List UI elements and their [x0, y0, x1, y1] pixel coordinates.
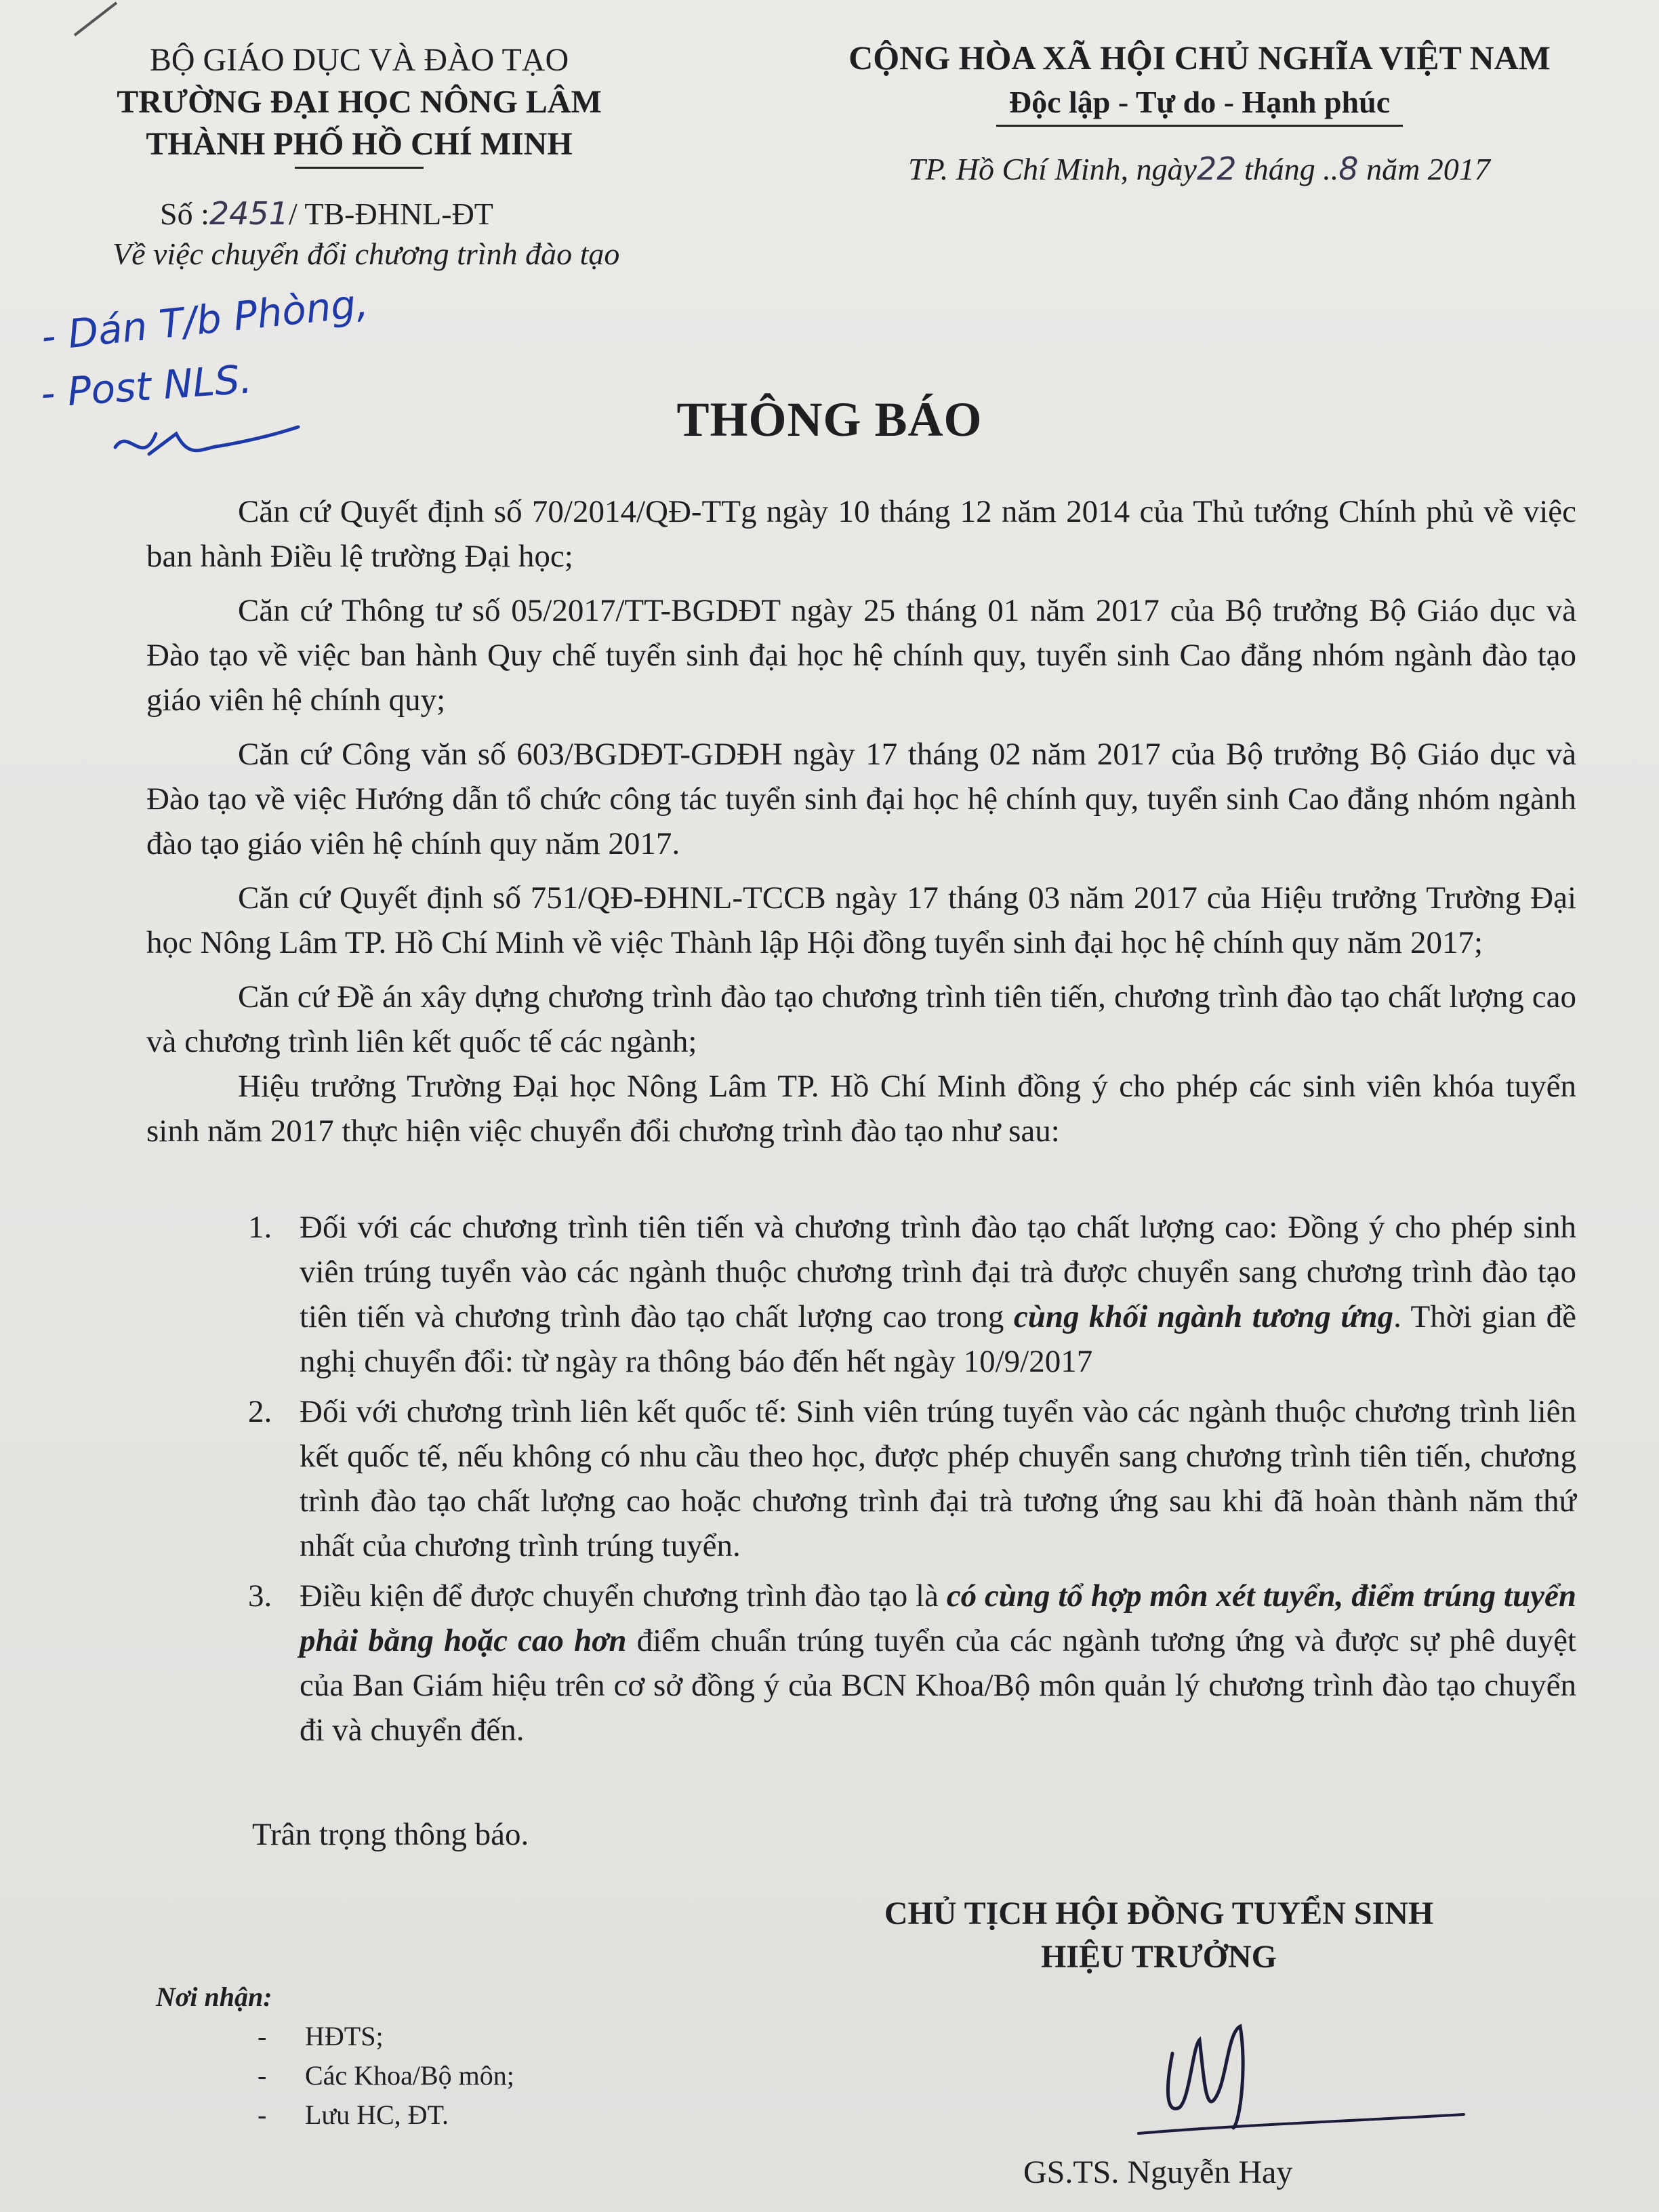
- conversion-rules-list: [248, 1205, 1576, 1758]
- date-month-label: tháng: [1244, 152, 1315, 186]
- list-item-number: 2.: [248, 1394, 272, 1429]
- date-month: 8: [1338, 150, 1359, 187]
- ministry-name: BỘ GIÁO DỤC VÀ ĐÀO TẠO: [149, 42, 569, 78]
- list-item-text: Đối với các chương trình tiên tiến và chương trình đào tạo chất lượng cao: Đồng ý cho phép sinh viên trúng tuyển vào các ngành thuộc chương trình đại trà được chuyển sang chương trình đào tạo tiên tiến và chương trình đào tạo chất lượng cao trong: [300, 1210, 1576, 1334]
- list-item-text: Điều kiện để được chuyển chương trình đào tạo là: [300, 1578, 947, 1614]
- list-item-text-cont: điểm chuẩn trúng tuyển của các ngành tương ứng và được sự phê duyệt của Ban Giám hiệu trên cơ sở đồng ý của BCN Khoa/Bộ môn quản lý chương trình đào tạo chuyển đi và chuyển đến.: [300, 1623, 1576, 1748]
- corner-pen-mark: [68, 0, 122, 41]
- list-item-emphasis: có cùng tổ hợp môn xét tuyển, điểm trúng tuyển phải bằng hoặc cao hơn: [300, 1578, 1576, 1658]
- paragraph-2: Căn cứ Thông tư số 05/2017/TT-BGDĐT ngày 25 tháng 01 năm 2017 của Bộ trưởng Bộ Giáo dục và Đào tạo về việc ban hành Quy chế tuyển sinh đại học hệ chính quy, tuyển sinh Cao đẳng nhóm ngành đào tạo giáo viên hệ chính quy;: [146, 593, 1576, 718]
- signatory-title: [786, 1892, 1532, 1979]
- date-year-label: năm: [1366, 152, 1420, 186]
- national-header: [800, 35, 1599, 127]
- country-name: CỘNG HÒA XÃ HỘI CHỦ NGHĨA VIỆT NAM: [848, 39, 1551, 77]
- national-motto: Độc lập - Tự do - Hạnh phúc: [1008, 85, 1391, 119]
- notice-body: [146, 489, 1576, 1153]
- signatory-title-line1: CHỦ TỊCH HỘI ĐỒNG TUYỂN SINH: [884, 1896, 1434, 1931]
- list-item: [248, 1205, 1576, 1384]
- signatory-title-line2: HIỆU TRƯỞNG: [1040, 1939, 1277, 1975]
- paragraph-6: Hiệu trưởng Trường Đại học Nông Lâm TP. Hồ Chí Minh đồng ý cho phép các sinh viên khóa tuyển sinh năm 2017 thực hiện việc chuyển đổi chương trình đào tạo như sau:: [146, 1069, 1576, 1149]
- handwritten-signature: [1125, 2006, 1477, 2142]
- motto-underline: [996, 125, 1403, 127]
- date-line: TP. Hồ Chí Minh, ngày22 tháng ..8 năm 2017: [908, 150, 1490, 187]
- list-item-number: 3.: [248, 1578, 272, 1614]
- handwritten-note-line1: - Dán T/b Phòng,: [39, 279, 371, 361]
- university-name: TRƯỜNG ĐẠI HỌC NÔNG LÂM: [117, 84, 602, 120]
- recipient-item: - Lưu HC, ĐT.: [258, 2100, 449, 2130]
- paragraph-3: Căn cứ Công văn số 603/BGDĐT-GDĐH ngày 17 tháng 02 năm 2017 của Bộ trưởng Bộ Giáo dục và Đào tạo về việc Hướng dẫn tổ chức công tác tuyển sinh đại học hệ chính quy, tuyển sinh Cao đẳng nhóm ngành đào tạo giáo viên hệ chính quy năm 2017.: [146, 737, 1576, 861]
- recipients-block: [156, 1978, 514, 2135]
- list-item-text: Đối với chương trình liên kết quốc tế: Sinh viên trúng tuyển vào các ngành thuộc chương trình liên kết quốc tế, nếu không có nhu cầu theo học, được phép chuyển sang chương trình tiên tiến, chương trình đào tạo chất lượng cao hoặc chương trình đại trà tương ứng sau khi đã hoàn thành năm thứ nhất của chương trình trúng tuyển.: [300, 1394, 1576, 1563]
- paragraph-1: Căn cứ Quyết định số 70/2014/QĐ-TTg ngày 10 tháng 12 năm 2014 của Thủ tướng Chính phủ về việc ban hành Điều lệ trường Đại học;: [146, 494, 1576, 574]
- issuer-header: [102, 39, 617, 169]
- date-year: 2017: [1427, 152, 1490, 186]
- list-item: [248, 1574, 1576, 1753]
- paragraph-4: Căn cứ Quyết định số 751/QĐ-ĐHNL-TCCB ngày 17 tháng 03 năm 2017 của Hiệu trưởng Trường Đại học Nông Lâm TP. Hồ Chí Minh về việc Thành lập Hội đồng tuyển sinh đại học hệ chính quy năm 2017;: [146, 880, 1576, 960]
- document-number: [160, 195, 493, 232]
- date-day: 22: [1196, 150, 1237, 187]
- document-subject: Về việc chuyển đổi chương trình đào tạo: [112, 237, 620, 271]
- list-item-emphasis: cùng khối ngành tương ứng: [1013, 1299, 1394, 1334]
- recipient-item: - HĐTS;: [258, 2021, 384, 2051]
- notice-title: THÔNG BÁO: [676, 392, 983, 447]
- doc-number-suffix: / TB-ĐHNL-ĐT: [288, 197, 493, 231]
- date-prefix: TP. Hồ Chí Minh, ngày: [908, 152, 1197, 186]
- doc-number-value: 2451: [209, 195, 289, 232]
- city-name: THÀNH PHỐ HỒ CHÍ MINH: [146, 126, 573, 162]
- recipients-title: Nơi nhận:: [156, 1982, 272, 2012]
- handwritten-note-line2: - Post NLS.: [39, 356, 254, 417]
- signatory-name: GS.TS. Nguyễn Hay: [1023, 2154, 1293, 2190]
- closing-line: Trân trọng thông báo.: [252, 1817, 529, 1852]
- recipient-item: - Các Khoa/Bộ môn;: [258, 2060, 514, 2091]
- list-item-text-cont: . Thời gian đề nghị chuyển đổi: từ ngày ra thông báo đến hết ngày 10/9/2017: [300, 1299, 1576, 1379]
- list-item-number: 1.: [248, 1210, 272, 1245]
- paragraph-5: Căn cứ Đề án xây dựng chương trình đào tạo chương trình tiên tiến, chương trình đào tạo chất lượng cao và chương trình liên kết quốc tế các ngành;: [146, 979, 1576, 1059]
- doc-number-label: Số :: [160, 197, 209, 231]
- header-underline: [295, 167, 424, 169]
- list-item: [248, 1389, 1576, 1568]
